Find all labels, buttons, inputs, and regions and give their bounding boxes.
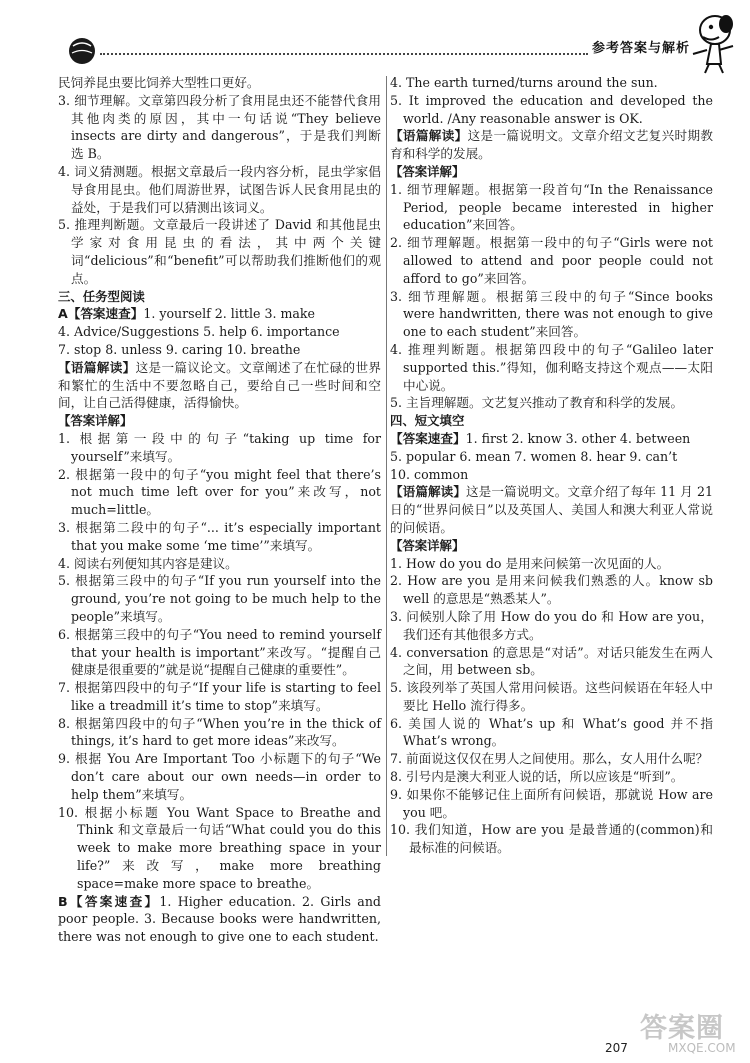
body-text: 4. Advice/Suggestions 5. help 6. importance [58, 324, 340, 340]
body-text: 6. 根据第三段中的句子“You need to remind yourself that your health is important”来改写。“提醒自己健康是很重要的”就是说“提醒自己健康的重要性”。 [58, 626, 381, 678]
label-tag: A【答案速查】 [58, 306, 144, 322]
body-text: 民饲养昆虫要比饲养大型牲口更好。 [58, 75, 260, 90]
answer-item [58, 466, 381, 519]
answer-item [58, 519, 381, 555]
answer-item [58, 555, 381, 573]
body-text: 这是一篇议论文。文章阐述了在忙碌的世界和繁忙的生活中不要忽略自己，要给自己一些时间和空间，让自己活得健康，活得愉快。 [58, 359, 382, 411]
answer-item [390, 608, 713, 644]
body-text: 1. Higher education. 2. Girls and poor people. 3. Because books were handwritten, there was not enough to give one to each student. [58, 893, 381, 945]
section-heading [390, 163, 713, 181]
body-text: 5. 根据第三段中的句子“If you run yourself into the ground, you’re not going to be much help to the people”来填写。 [58, 573, 381, 624]
section-heading [58, 288, 381, 306]
answer-item [390, 750, 713, 768]
heading-text: 三、任务型阅读 [58, 288, 145, 304]
page-number: 207 [605, 1041, 628, 1055]
heading-text: 【答案详解】 [58, 413, 133, 429]
watermark-logo: 答案圈 [640, 1013, 724, 1044]
body-text: 3. 细节理解。文章第四段分析了食用昆虫还不能替代食用其他肉类的原因，其中一句话说“They believe insects are dirty and dangerous”，于是我们判断选 B。 [58, 92, 381, 162]
body-text: 7. stop 8. unless 9. caring 10. breathe [58, 341, 301, 357]
answer-item [390, 821, 713, 857]
answer-item [390, 288, 713, 341]
body-text: 4. 阅读右列便知其内容是建议。 [58, 555, 238, 571]
paragraph [390, 127, 713, 163]
section-heading [58, 412, 381, 430]
body-text: 7. 根据第四段中的句子“If your life is starting to feel like a treadmill it’s time to stop”来填写。 [58, 680, 381, 713]
paragraph [58, 305, 381, 323]
body-text: 这是一篇说明文。文章介绍文艺复兴时期教育和科学的发展。 [390, 128, 714, 162]
body-text: 2. How are you 是用来问候我们熟悉的人。know sb well 的意思是“熟悉某人”。 [390, 573, 713, 607]
heading-text: 【答案详解】 [390, 537, 465, 553]
answer-item [390, 644, 713, 680]
answer-item [58, 92, 381, 163]
body-text: 9. 如果你不能够记住上面所有问候语，那就说 How are you 吧。 [390, 786, 713, 820]
header-dotted-rule [100, 53, 588, 55]
body-text: 5. 主旨理解题。文艺复兴推动了教育和科学的发展。 [390, 395, 684, 411]
paragraph [390, 430, 713, 448]
answer-item [58, 679, 381, 715]
body-text: 10. 我们知道，How are you 是最普通的(common)和最标准的问候语。 [390, 822, 713, 856]
answer-item [58, 750, 381, 803]
body-text: 4. conversation 的意思是“对话”。对话只能发生在两人之间，用 between sb。 [390, 644, 713, 678]
label-tag: B【答案速查】 [58, 893, 160, 909]
left-column [58, 74, 381, 946]
paragraph [390, 483, 713, 536]
label-tag: 【答案速查】 [390, 430, 466, 446]
paragraph [390, 466, 713, 484]
section-heading [390, 412, 713, 430]
paragraph [390, 448, 713, 466]
body-text: 5. It improved the education and developed the world. /Any reasonable answer is OK. [390, 92, 713, 126]
answer-item [390, 786, 713, 822]
body-text: 8. 引号内是澳大利亚人说的话，所以应该是“听到”。 [390, 769, 684, 785]
answer-item [390, 572, 713, 608]
paragraph [58, 74, 381, 92]
body-text: 2. 细节理解题。根据第一段中的句子“Girls were not allowed to attend and poor people could not afford to go”来回答。 [390, 235, 713, 286]
body-text: 5. 该段列举了英国人常用问候语。这些问候语在年轻人中要比 Hello 流行得多。 [390, 680, 713, 713]
answer-item [390, 341, 713, 394]
paragraph [58, 323, 381, 341]
ball-icon [68, 37, 96, 65]
answer-item [390, 715, 713, 751]
body-text: 4. 推理判断题。根据第四段中的句子“Galileo later supported this.”得知，伽利略支持这个观点——太阳中心说。 [390, 341, 713, 393]
body-text: 这是一篇说明文。文章介绍了每年 11 月 21 日的“世界问候日”以及英国人、美国人和澳大利亚人常说的问候语。 [390, 484, 714, 535]
answer-item [390, 679, 713, 715]
paragraph [58, 893, 381, 946]
answer-item [58, 163, 381, 216]
body-text: 7. 前面说这仅仅在男人之间使用。那么，女人用什么呢？ [390, 751, 709, 767]
body-text: 3. 细节理解题。根据第三段中的句子“Since books were handwritten, there was not enough to give one to each student”来回答。 [390, 288, 713, 340]
body-text: 1. How do you do 是用来问候第一次见面的人。 [390, 555, 670, 571]
answer-item [390, 92, 713, 128]
body-text: 9. 根据 You Are Important Too 小标题下的句子“We don’t care about our own needs—in order to help them”来填写。 [58, 751, 381, 802]
answer-item [58, 430, 381, 466]
answer-item [390, 234, 713, 287]
answer-item [58, 216, 381, 287]
body-text: 4. 词义猜测题。根据文章最后一段内容分析，昆虫学家倡导食用昆虫。他们周游世界，试图告诉人民食用昆虫的益处，于是我们可以猜测出该词义。 [58, 163, 381, 215]
body-text: 1. yourself 2. little 3. make [143, 306, 316, 322]
answer-item [58, 626, 381, 679]
answer-item [390, 555, 713, 573]
body-text: 1. first 2. know 3. other 4. between [465, 430, 691, 446]
column-divider [386, 76, 387, 856]
header-title: 参考答案与解析 [592, 41, 691, 56]
paragraph [58, 359, 381, 412]
heading-text: 四、短文填空 [390, 413, 465, 429]
right-column [390, 74, 713, 857]
mascot-icon [681, 10, 741, 76]
page-header [0, 0, 750, 66]
watermark-url: MXQE.COM [668, 1041, 736, 1055]
body-text: 1. 细节理解题。根据第一段首句“In the Renaissance Period, people became interested in higher education”来回答。 [390, 181, 713, 233]
body-text: 2. 根据第一段中的句子“you might feel that there’s not much time left over for you”来改写，not much=little。 [58, 466, 381, 518]
answer-item [58, 804, 381, 893]
body-text: 10. 根据小标题 You Want Space to Breathe and Think 和文章最后一句话“What could you do this week to make more breathing space in your life?”来改写，make more breathing space=make more space to breathe。 [58, 804, 381, 891]
body-text: 3. 根据第二段中的句子“... it’s especially important that you make some ‘me time’”来填写。 [58, 519, 381, 553]
answer-item [390, 181, 713, 234]
body-text: 8. 根据第四段中的句子“When you’re in the thick of things, it’s hard to get more ideas”来改写。 [58, 715, 381, 749]
label-tag: 【语篇解读】 [58, 359, 136, 375]
label-tag: 【语篇解读】 [390, 128, 468, 144]
body-text: 5. popular 6. mean 7. women 8. hear 9. can’t [390, 448, 678, 464]
answer-item [58, 572, 381, 625]
answer-item [58, 715, 381, 751]
body-text: 1. 根据第一段中的句子“taking up time for yourself”来填写。 [58, 430, 381, 464]
body-text: 6. 美国人说的 What’s up 和 What’s good 并不指 What’s wrong。 [390, 715, 713, 749]
heading-text: 【答案详解】 [390, 163, 465, 179]
body-text: 3. 问候别人除了用 How do you do 和 How are you，我们还有其他很多方式。 [390, 608, 713, 642]
answer-item [390, 394, 713, 412]
body-text: 10. common [390, 466, 469, 482]
paragraph [58, 341, 381, 359]
body-text: 5. 推理判断题。文章最后一段讲述了 David 和其他昆虫学家对食用昆虫的看法，其中两个关键词“delicious”和“benefit”可以帮助我们推断他们的观点。 [58, 217, 381, 286]
label-tag: 【语篇解读】 [390, 484, 467, 500]
answer-item [390, 768, 713, 786]
body-text: 4. The earth turned/turns around the sun. [390, 75, 658, 90]
section-heading [390, 537, 713, 555]
answer-item [390, 74, 713, 92]
